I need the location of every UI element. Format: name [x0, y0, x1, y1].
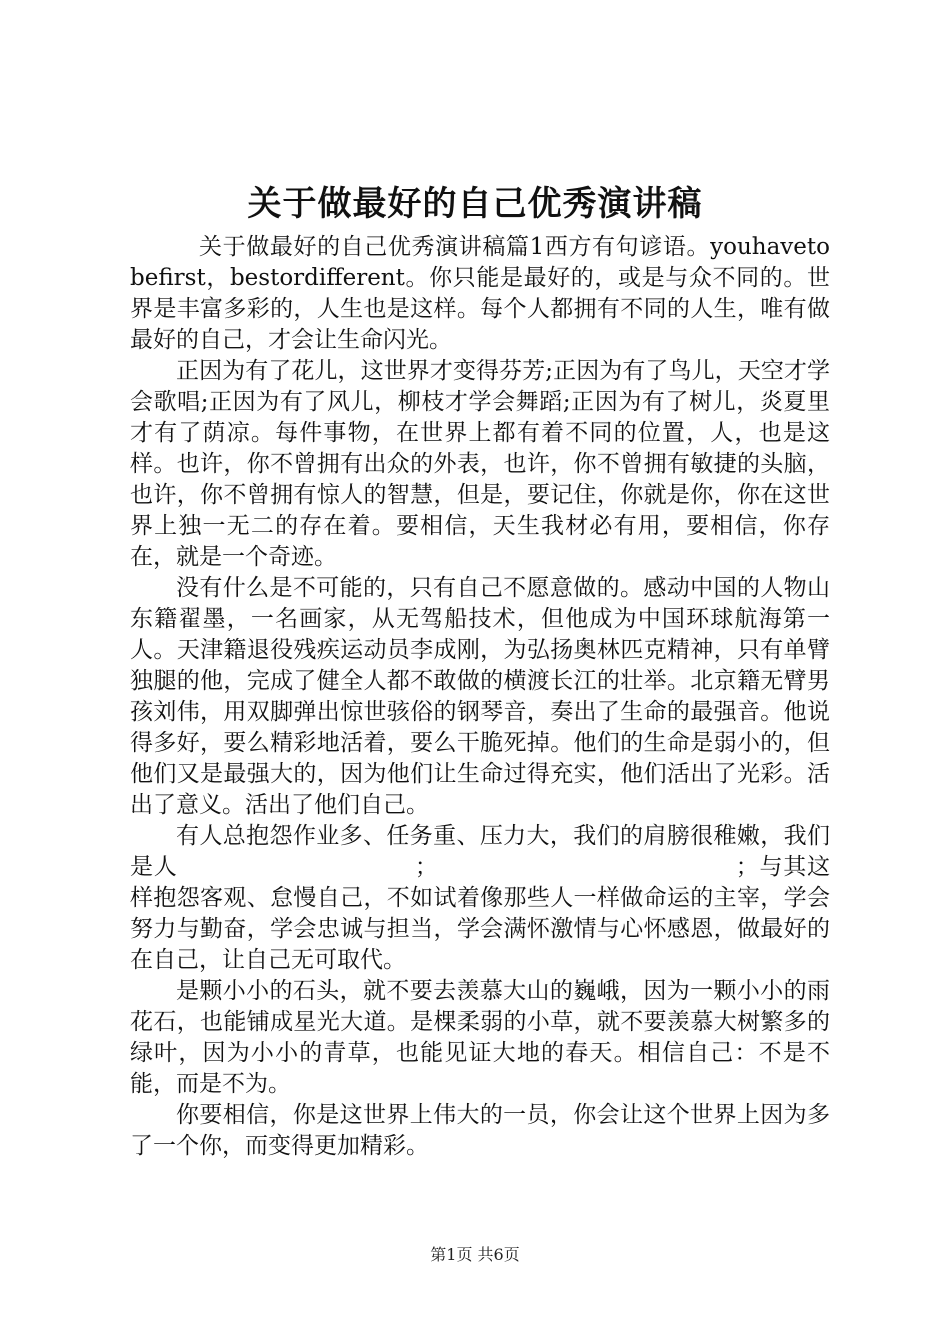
document-title: 关于做最好的自己优秀演讲稿: [247, 184, 703, 224]
paragraph-2: 正因为有了花儿，这世界才变得芬芳;正因为有了鸟儿，天空才学会歌唱;正因为有了风儿，柳枝才学会舞蹈;正因为有了树儿，炎夏里才有了荫凉。每件事物，在世界上都有着不同的位置，人，也是这样。也许，你不曾拥有出众的外表，也许，你不曾拥有敏捷的头脑，也许，你不曾拥有惊人的智慧，但是，要记住，你就是你，你在这世界上独一无二的存在着。要相信，天生我材必有用，要相信，你存在，就是一个奇迹。: [130, 358, 830, 570]
page-footer: 第1页 共6页: [430, 1245, 520, 1264]
paragraph-6: 你要相信，你是这世界上伟大的一员，你会让这个世界上因为多了一个你，而变得更加精彩。: [130, 1102, 830, 1159]
paragraph-3: 没有什么是不可能的，只有自己不愿意做的。感动中国的人物山东籍翟墨，一名画家，从无驾船技术，但他成为中国环球航海第一人。天津籍退役残疾运动员李成刚，为弘扬奥林匹克精神，只有单臂独腿的他，完成了健全人都不敢做的横渡长江的壮举。北京籍无臂男孩刘伟，用双脚弹出惊世骇俗的钢琴音，奏出了生命的最强音。他说得多好，要么精彩地活着，要么干脆死掉。他们的生命是弱小的，但他们又是最强大的，因为他们让生命过得充实，他们活出了光彩。活出了意义。活出了他们自己。: [130, 575, 830, 818]
paragraph-4: 有人总抱怨作业多、任务重、压力大，我们的肩膀很稚嫩，我们是人 ； ；与其这样抱怨客观、怠慢自己，不如试着像那些人一样做命运的主宰，学会努力与勤奋，学会忠诚与担当，学会满怀激情与心怀感恩，做最好的在自己，让自己无可取代。: [130, 823, 830, 973]
paragraph-5: 是颗小小的石头，就不要去羡慕大山的巍峨，因为一颗小小的雨花石，也能铺成星光大道。是棵柔弱的小草，就不要羡慕大树繁多的绿叶，因为小小的青草，也能见证大地的春天。相信自己：不是不能，而是不为。: [130, 978, 830, 1097]
document-body: [130, 232, 830, 1162]
paragraph-1: 关于做最好的自己优秀演讲稿篇1西方有句谚语。youhavetobefirst，bestordifferent。你只能是最好的，或是与众不同的。世界是丰富多彩的，人生也是这样。每个人都拥有不同的人生，唯有做最好的自己，才会让生命闪光。: [130, 234, 830, 353]
